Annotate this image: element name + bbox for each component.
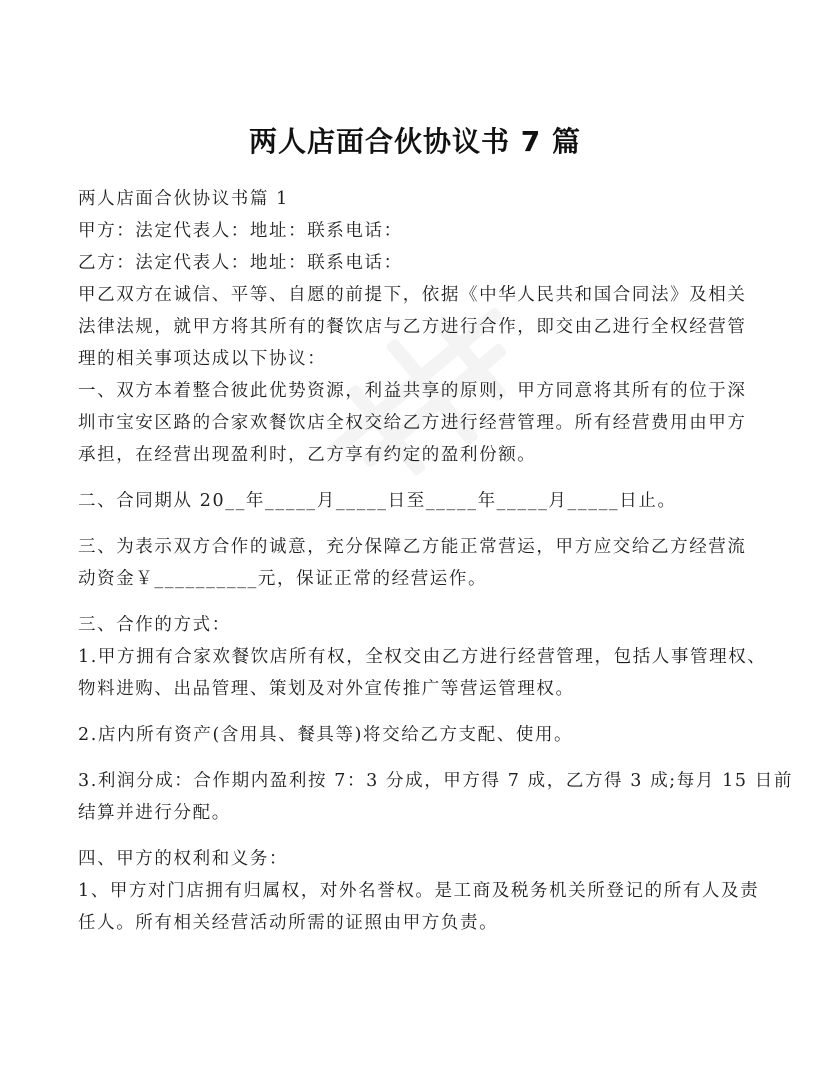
- clause-2-line: 二、合同期从 20__年_____月_____日至_____年_____月_____日止。: [78, 491, 677, 511]
- paragraph-line: 甲乙双方在诚信、平等、自愿的前提下，依据《中华人民共和国合同法》及相关: [78, 285, 747, 305]
- clause-3-line: 三、为表示双方合作的诚意，充分保障乙方能正常营运，甲方应交给乙方经营流: [78, 537, 747, 557]
- section-heading: 两人店面合伙协议书篇 1: [78, 189, 289, 209]
- cooperation-item-3: 结算并进行分配。: [78, 803, 231, 823]
- cooperation-item-2: 2.店内所有资产(含用具、餐具等)将交给乙方支配、使用。: [78, 725, 574, 745]
- cooperation-item-1: 物料进购、出品管理、策划及对外宣传推广等营运管理权。: [78, 679, 575, 699]
- clause-1-line: 承担，在经营出现盈利时，乙方享有约定的盈利份额。: [78, 445, 537, 465]
- cooperation-item-1: 1.甲方拥有合家欢餐饮店所有权，全权交由乙方进行经营管理，包括人事管理权、: [78, 647, 767, 667]
- paragraph-line: 法律法规，就甲方将其所有的餐饮店与乙方进行合作，即交由乙进行全权经营管: [78, 317, 747, 337]
- clause-1-line: 圳市宝安区路的合家欢餐饮店全权交给乙方进行经营管理。所有经营费用由甲方: [78, 413, 747, 433]
- cooperation-heading: 三、合作的方式：: [78, 615, 231, 635]
- rights-heading: 四、甲方的权利和义务：: [78, 849, 289, 869]
- clause-1-line: 一、双方本着整合彼此优势资源，利益共享的原则，甲方同意将其所有的位于深: [78, 381, 747, 401]
- document-title: 两人店面合伙协议书 7 篇: [249, 125, 581, 158]
- rights-item-1: 任人。所有相关经营活动所需的证照由甲方负责。: [78, 913, 499, 933]
- rights-item-1: 1、甲方对门店拥有归属权，对外名誉权。是工商及税务机关所登记的所有人及责: [78, 881, 760, 901]
- clause-3-line: 动资金￥__________元，保证正常的经营运作。: [78, 569, 488, 589]
- party-b-line: 乙方：法定代表人：地址：联系电话：: [78, 253, 403, 273]
- cooperation-item-3: 3.利润分成：合作期内盈利按 7：3 分成，甲方得 7 成，乙方得 3 成;每月 15 日前: [78, 771, 793, 791]
- paragraph-line: 理的相关事项达成以下协议：: [78, 349, 327, 369]
- party-a-line: 甲方：法定代表人：地址：联系电话：: [78, 221, 403, 241]
